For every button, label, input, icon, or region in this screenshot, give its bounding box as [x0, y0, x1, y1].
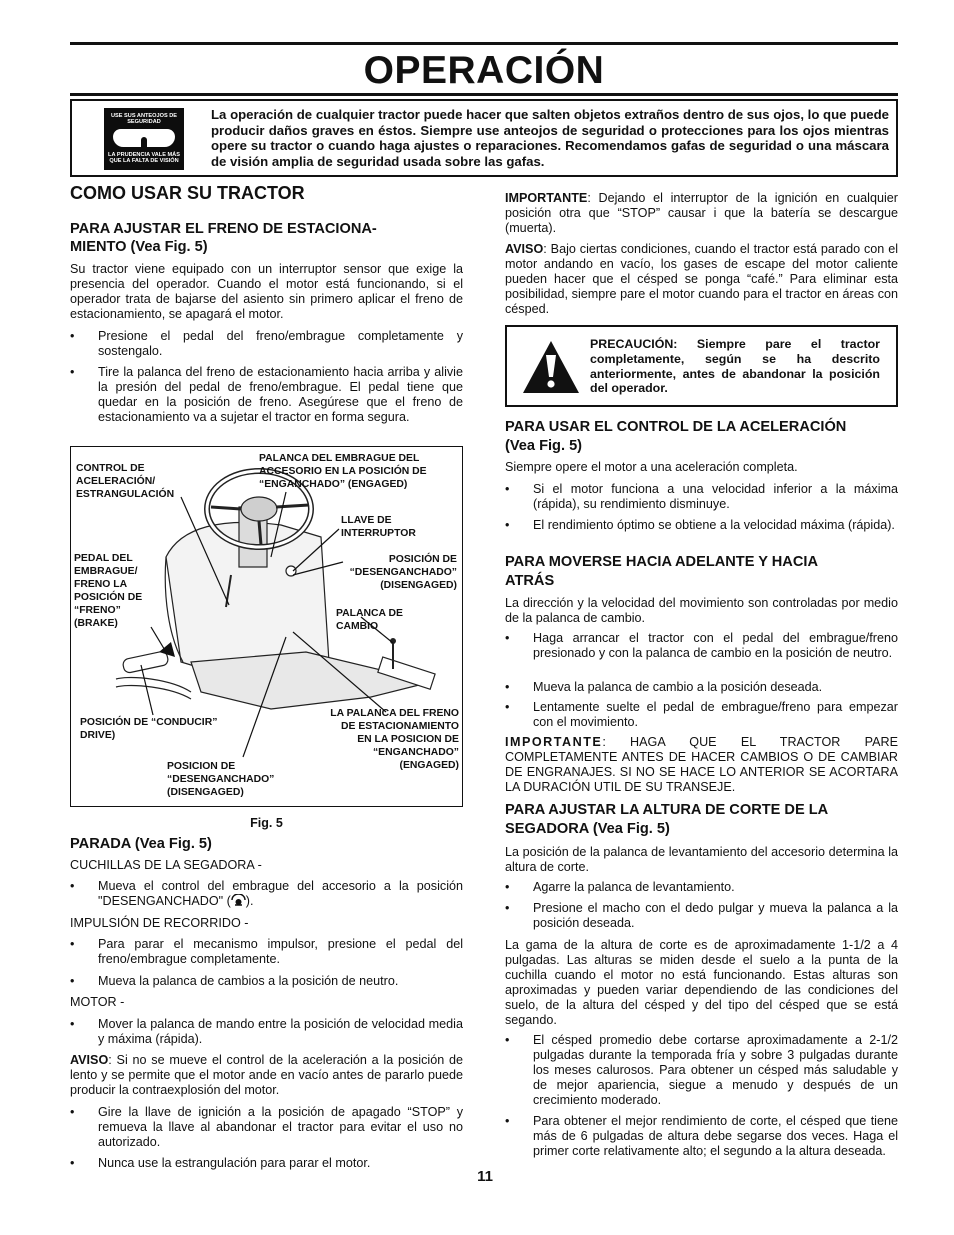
moverse-heading-line1: PARA MOVERSE HACIA ADELANTE Y HACIA	[505, 554, 818, 570]
parada-aviso: AVISO: Si no se mueve el control de la aceleración a la posición de lento y se permite que el motor ande en vacío antes de pararlo puede producir la contraexplosión del motor.	[70, 1053, 463, 1097]
section-title: COMO USAR SU TRACTOR	[70, 183, 305, 203]
aceleracion-bullet-2: • El rendimiento óptimo se obtiene a la velocidad máxima (rápida).	[505, 518, 895, 532]
label-embrague-accesorio: PALANCA DEL EMBRAGUE DEL ACCESORIO EN LA POSICIÓN DE “ENGANCHADO” (ENGAGED)	[259, 453, 427, 490]
final-bullet-1: • Gire la llave de ignición a la posición de apagado “STOP” y remueva la llave al abandonar el tractor para evitar el uso no autorizado.	[70, 1105, 463, 1149]
moverse-bullet-3: • Lentamente suelte el pedal de embrague/freno para empezar con el movimiento.	[505, 700, 898, 729]
altura-bullet-3: • El césped promedio debe cortarse aproximadamente a 2-1/2 pulgadas durante la temporada fría y sobre 3 pulgadas durante los meses calurosos. Para obtener un césped más saludable y de mejor apariencia, siegue a menudo y después de un crecimiento moderado.	[505, 1033, 898, 1107]
right-column-lower	[505, 0, 898, 1235]
moverse-heading-line2: ATRÁS	[505, 573, 555, 589]
altura-heading-line1: PARA AJUSTAR LA ALTURA DE CORTE DE LA	[505, 802, 829, 818]
moverse-bullet-1: • Haga arrancar el tractor con el pedal del embrague/freno presionado y con la palanca de cambio en la posición de neutro.	[505, 631, 898, 660]
importante-ignition: IMPORTANTE: Dejando el interruptor de la ignición en cualquier posición otra que “STOP” causar i que la batería se descargue (muerta).	[505, 191, 898, 235]
impulsion-bullet-1: • Para parar el mecanismo impulsor, presione el pedal del freno/embrague completamente.	[70, 937, 463, 966]
altura-heading-line2: SEGADORA (Vea Fig. 5)	[505, 821, 670, 837]
altura-bullet-2: • Presione el macho con el dedo pulgar y mueva la palanca a la posición deseada.	[505, 901, 898, 930]
label-palanca-cambio: PALANCA DE CAMBIO	[336, 608, 403, 632]
motor-label: MOTOR -	[70, 995, 125, 1009]
cuchillas-label: CUCHILLAS DE LA SEGADORA -	[70, 858, 262, 872]
impulsion-label: IMPULSIÓN DE RECORRIDO -	[70, 916, 249, 930]
altura-intro: La posición de la palanca de levantamiento del accesorio determina la altura de corte.	[505, 845, 898, 874]
aceleracion-heading-line2: (Vea Fig. 5)	[505, 438, 583, 454]
badge-top-text: USE SUS ANTEOJOS DE SEGURIDAD	[111, 113, 177, 126]
impulsion-bullet-2: • Mueva la palanca de cambios a la posición de neutro.	[70, 974, 399, 988]
aviso-exhaust: AVISO: Bajo ciertas condiciones, cuando el tractor está parado con el motor andando en vacío, los gases de escape del motor caliente pueden hacer que el césped se ponga “café.” Para eliminar esta posibilidad, siempre pare el motor cuando para el tractor en áreas con césped.	[505, 242, 898, 316]
badge-bottom-text: LA PRUDENCIA VALE MÁS QUE LA FALTA DE VISIÓN	[108, 152, 180, 165]
altura-gama: La gama de la altura de corte es de aproximadamente 1-1/2 a 4 pulgadas. Las alturas se miden desde el suelo a la punta de la cuchilla cuando el motor no está funcionando. Estas alturas son aproximadas y pueden variar dependiendo de las condiciones del suelo, de la altura del césped y del tipo del césped que se está segando.	[505, 938, 898, 1027]
moverse-intro: La dirección y la velocidad del movimiento son controladas por medio de la palanca de cambio.	[505, 596, 898, 625]
moverse-bullet-2: • Mueva la palanca de cambio a la posición deseada.	[505, 680, 823, 694]
page-number: 11	[477, 1168, 493, 1185]
altura-bullet-1: • Agarre la palanca de levantamiento.	[505, 880, 735, 894]
moverse-importante: IMPORTANTE: HAGA QUE EL TRACTOR PARE COMPLETAMENTE ANTES DE HACER CAMBIOS O DE CAMBIAR DE ENGRANAJES. SI NO SE HACE LO ANTERIOR SE ACORTARA LA DURACIÓN UTIL DE SU TRANSEJE.	[505, 735, 898, 794]
disengage-symbol-icon	[231, 894, 246, 907]
brake-heading-line2: MIENTO (Vea Fig. 5)	[70, 239, 208, 255]
motor-bullet: • Mover la palanca de mando entre la posición de velocidad media y máxima (rápida).	[70, 1017, 463, 1046]
figure-caption: Fig. 5	[250, 816, 283, 830]
page-title: OPERACIÓN	[363, 49, 605, 92]
label-control-aceleracion: CONTROL DE ACELERACIÓN/ ESTRANGULACIÓN	[76, 463, 175, 500]
parada-heading: PARADA (Vea Fig. 5)	[70, 836, 212, 852]
label-pedal-freno: PEDAL DEL EMBRAGUE/ FRENO LA POSICIÓN DE “FRENO” (BRAKE)	[74, 553, 143, 629]
final-bullet-2: • Nunca use la estrangulación para parar el motor.	[70, 1156, 371, 1170]
brake-heading-line1: PARA AJUSTAR EL FRENO DE ESTACIONA-	[70, 221, 377, 237]
aceleracion-intro: Siempre opere el motor a una aceleración completa.	[505, 460, 798, 474]
aceleracion-bullet-1: • Si el motor funciona a una velocidad inferior a la máxima (rápida), su rendimiento disminuye.	[505, 482, 898, 511]
brake-bullet-1: • Presione el pedal del freno/embrague completamente y sostengalo.	[70, 329, 463, 358]
altura-bullet-4: • Para obtener el mejor rendimiento de corte, el césped que tiene más de 6 pulgadas de altura debe segarse dos veces. Haga el primer corte relativamente alto; el segundo a la altura deseada.	[505, 1114, 898, 1158]
parada-section	[70, 0, 463, 1235]
brake-intro: Su tractor viene equipado con un interruptor sensor que exige la presencia del operador. Cuando el motor está funcionando, si el operador trata de bajarse del asiento sin primero aplicar el freno de estacionamiento, se apagará el motor.	[70, 262, 463, 321]
label-llave-interruptor: LLAVE DE INTERRUPTOR	[341, 515, 416, 539]
brake-bullet-2: • Tire la palanca del freno de estacionamiento hacia arriba y alivie la presión del pedal de freno/embrague. El pedal tiene que quedar en la posición de freno. Asegúrese que el freno de estacionamiento va a sujetar el tractor en forma segura.	[70, 365, 463, 424]
label-posicion-conducir: POSICIÓN DE “CONDUCIR” DRIVE)	[80, 717, 218, 741]
caution-text: PRECAUCIÓN: Siempre pare el tractor completamente, según se ha descrito anteriormente, antes de abandonar la posición del operador.	[590, 337, 880, 396]
cuchillas-bullet: • Mueva el control del embrague del accesorio a la posición "DESENGANCHADO" ( ).	[70, 879, 463, 908]
label-posicion-desenganchado-bottom: POSICION DE “DESENGANCHADO” (DISENGAGED)	[167, 761, 275, 798]
safety-notice-text: La operación de cualquier tractor puede hacer que salten objetos extraños dentro de sus ojos, lo que puede producir daños graves en éstos. Siempre use anteojos de seguridad o protecciones para los ojos mientras opere su tractor o cuando haga ajustes o reparaciones. Recomendamos gafas de seguridad o una máscara de visión amplia de seguridad usada sobre las gafas.	[211, 107, 889, 169]
aceleracion-heading-line1: PARA USAR EL CONTROL DE LA ACELERACIÓN	[505, 419, 847, 435]
label-freno-estacionamiento: LA PALANCA DEL FRENO DE ESTACIONAMIENTO EN LA POSICION DE “ENGANCHADO” (ENGAGED)	[330, 708, 459, 771]
label-posicion-desenganchado: POSICIÓN DE “DESENGANCHADO” (DISENGAGED)	[349, 554, 457, 591]
